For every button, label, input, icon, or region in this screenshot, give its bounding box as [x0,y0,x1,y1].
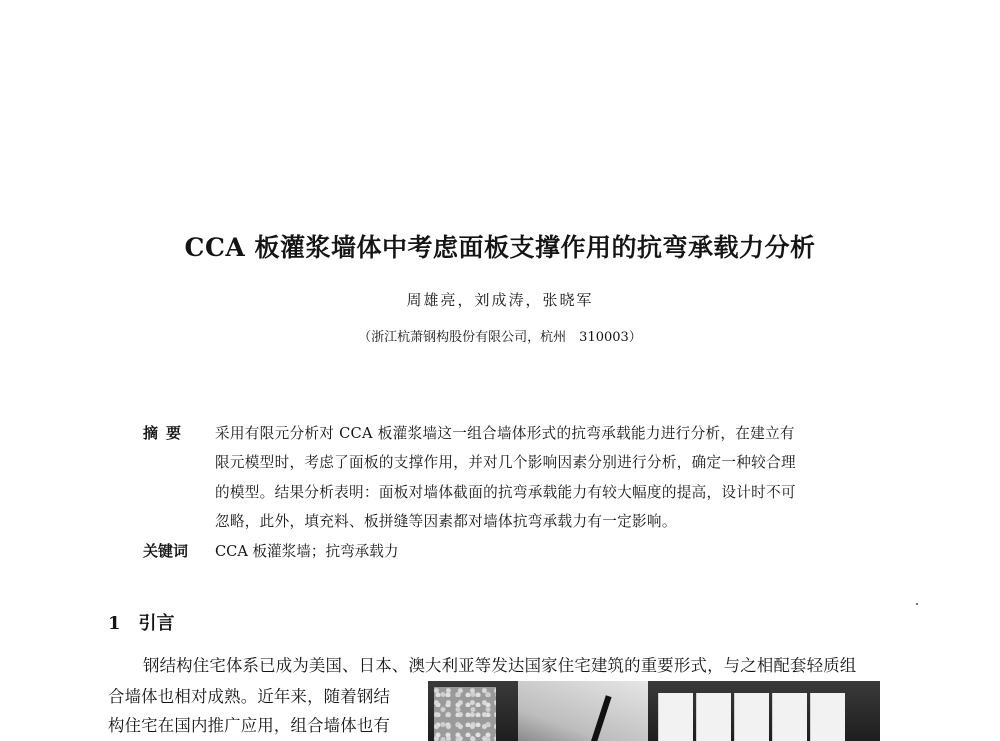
body-line-2: 合墙体也相对成熟。近年来，随着钢结 [108,687,391,706]
section-heading [108,609,175,635]
keywords-text: CCA 板灌浆墙；抗弯承载力 [215,543,399,560]
body-line-1: 钢结构住宅体系已成为美国、日本、澳大利亚等发达国家住宅建筑的重要形式，与之相配套轻质组 [143,656,857,675]
section-title: 引言 [138,613,175,634]
section-number: 1 [108,613,121,634]
author-affiliation: （浙江杭萧钢构股份有限公司，杭州 310003） [358,330,642,345]
paper-title: CCA 板灌浆墙体中考虑面板支撑作用的抗弯承载力分析 [184,233,816,262]
abstract-line-4: 忽略，此外，填充料、板拼缝等因素都对墙体抗弯承载力有一定影响。 [215,513,677,530]
photo-panel [734,693,769,741]
abstract-label: 摘要 [143,424,190,442]
author-list: 周雄亮，刘成涛，张晓军 [406,291,594,309]
scan-speck [916,603,918,605]
photo-panel [810,693,845,741]
body-line-3: 构住宅在国内推广应用，组合墙体也有 [108,716,391,735]
photo-panel [658,693,693,741]
abstract-line-3: 的模型。结果分析表明：面板对墙体截面的抗弯承载能力有较大幅度的提高，设计时不可 [215,484,796,501]
wall-photo [428,681,880,741]
abstract-line-2: 限元模型时，考虑了面板的支撑作用，并对几个影响因素分别进行分析，确定一种较合理 [215,454,796,471]
photo-panel [772,693,807,741]
keywords-label: 关键词 [143,542,189,560]
photo-cca-board [518,681,648,741]
photo-panel [696,693,731,741]
abstract-line-1: 采用有限元分析对 CCA 板灌浆墙这一组合墙体形式的抗弯承载能力进行分析，在建立有 [215,425,795,442]
